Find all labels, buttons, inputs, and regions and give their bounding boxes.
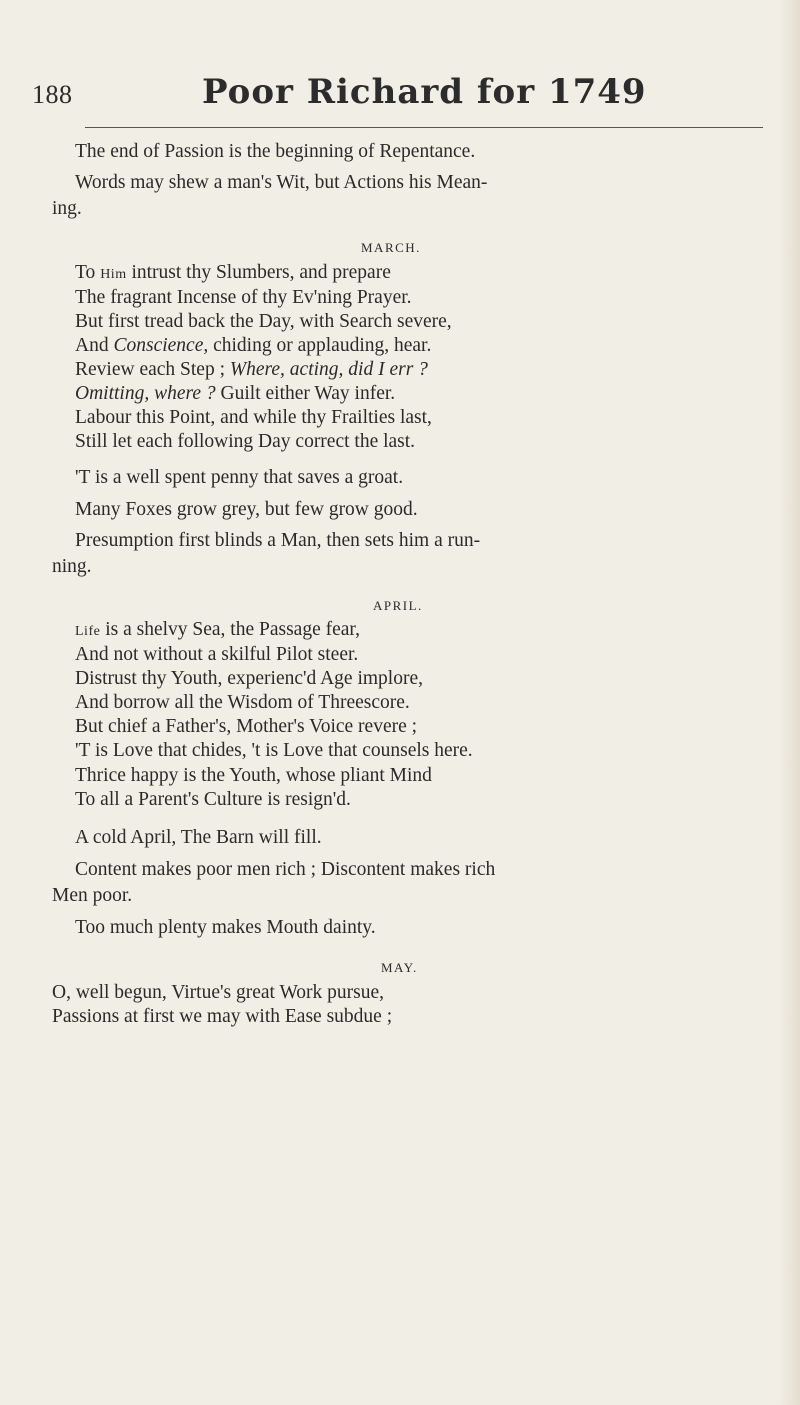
maxim-words-line1: Words may shew a man's Wit, but Actions his Mean- [75, 172, 488, 193]
march-verse-line2: The fragrant Incense of thy Ev'ning Prayer. [75, 287, 412, 308]
maxim-plenty: Too much plenty makes Mouth dainty. [75, 917, 376, 938]
march-verse-line8: Still let each following Day correct the last. [75, 431, 416, 452]
may-verse-line2: Passions at first we may with Ease subdue ; [52, 1006, 393, 1027]
maxim-content-line2: Men poor. [52, 885, 133, 906]
page-number: 188 [32, 80, 73, 109]
march-verse-line3: But first tread back the Day, with Search severe, [75, 311, 452, 332]
maxim-penny: 'T is a well spent penny that saves a groat. [75, 467, 404, 488]
april-verse-line7: Thrice happy is the Youth, whose pliant Mind [75, 765, 432, 786]
april-verse-line6: 'T is Love that chides, 't is Love that counsels here. [75, 740, 473, 761]
month-heading-may: MAY. [381, 960, 418, 975]
month-heading-april: APRIL. [373, 598, 423, 613]
maxim-words-line2: ing. [52, 198, 82, 219]
header-rule [85, 127, 763, 128]
april-verse-line5: But chief a Father's, Mother's Voice revere ; [75, 716, 418, 737]
march-verse-line7: Labour this Point, and while thy Frailties last, [75, 407, 432, 428]
maxim-presumption-line1: Presumption first blinds a Man, then sets him a run- [75, 530, 481, 551]
march-verse-line5: Review each Step ; Where, acting, did I err ? [75, 359, 428, 380]
march-verse-line6: Omitting, where ? Guilt either Way infer. [75, 383, 396, 404]
maxim-passion: The end of Passion is the beginning of Repentance. [75, 141, 476, 162]
maxim-foxes: Many Foxes grow grey, but few grow good. [75, 499, 418, 520]
april-verse-line8: To all a Parent's Culture is resign'd. [75, 789, 351, 810]
march-verse-line4: And Conscience, chiding or applauding, hear. [75, 335, 432, 356]
april-verse-line1: Life is a shelvy Sea, the Passage fear, [75, 619, 361, 640]
april-verse-line2: And not without a skilful Pilot steer. [75, 644, 359, 665]
month-heading-march: MARCH. [361, 240, 421, 255]
march-verse-line1: To Him intrust thy Slumbers, and prepare [75, 262, 391, 283]
page-edge-shadow [778, 0, 800, 1405]
maxim-presumption-line2: ning. [52, 556, 92, 577]
page-header [32, 72, 762, 112]
maxim-cold-april: A cold April, The Barn will fill. [75, 827, 322, 848]
may-verse-line1: O, well begun, Virtue's great Work pursue, [52, 982, 385, 1003]
april-verse-line4: And borrow all the Wisdom of Threescore. [75, 692, 410, 713]
running-title: Poor Richard for 1749 [202, 72, 647, 112]
april-verse-line3: Distrust thy Youth, experienc'd Age implore, [75, 668, 423, 689]
maxim-content-line1: Content makes poor men rich ; Discontent makes rich [75, 859, 496, 880]
